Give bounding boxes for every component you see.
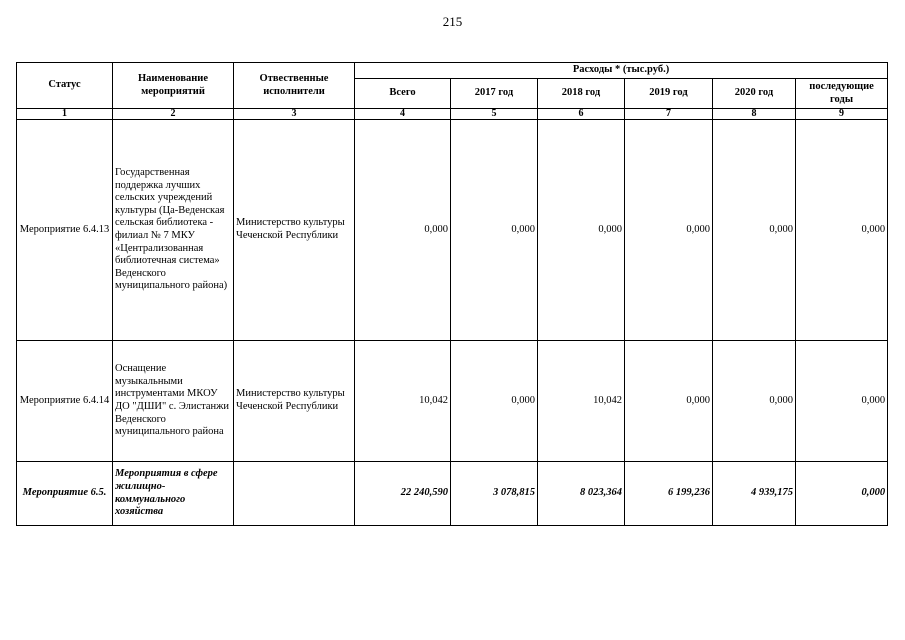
row-value-2019: 0,000 — [625, 120, 713, 341]
table-row — [17, 341, 888, 462]
header-status: Статус — [17, 63, 113, 109]
row-value-2017: 0,000 — [451, 120, 538, 341]
row-status: Мероприятие 6.4.14 — [17, 341, 113, 462]
expenses-table — [16, 62, 888, 526]
table-row — [17, 462, 888, 526]
row-status: Мероприятие 6.5. — [17, 462, 113, 526]
column-number: 5 — [451, 109, 538, 120]
header-expenses: Расходы * (тыс.руб.) — [355, 63, 888, 79]
column-number: 1 — [17, 109, 113, 120]
row-status: Мероприятие 6.4.13 — [17, 120, 113, 341]
column-number: 8 — [713, 109, 796, 120]
row-value-later: 0,000 — [796, 120, 888, 341]
row-name: Мероприятия в сфере жилищно-коммунального хозяйства — [113, 462, 234, 526]
row-executor: Министерство культуры Чеченской Республики — [234, 120, 355, 341]
row-value-2020: 0,000 — [713, 341, 796, 462]
column-number-row — [17, 109, 888, 120]
row-value-total: 0,000 — [355, 120, 451, 341]
row-value-2017: 0,000 — [451, 341, 538, 462]
header-row-top — [17, 63, 888, 79]
header-executors: Отвественные исполнители — [234, 63, 355, 109]
row-executor — [234, 462, 355, 526]
row-value-2020: 4 939,175 — [713, 462, 796, 526]
row-value-2020: 0,000 — [713, 120, 796, 341]
row-value-total: 22 240,590 — [355, 462, 451, 526]
table-row — [17, 120, 888, 341]
row-value-2018: 0,000 — [538, 120, 625, 341]
row-value-later: 0,000 — [796, 341, 888, 462]
header-later-years: последующие годы — [796, 79, 888, 109]
row-value-2017: 3 078,815 — [451, 462, 538, 526]
column-number: 4 — [355, 109, 451, 120]
row-value-2018: 10,042 — [538, 341, 625, 462]
row-value-2019: 0,000 — [625, 341, 713, 462]
column-number: 2 — [113, 109, 234, 120]
row-value-2019: 6 199,236 — [625, 462, 713, 526]
header-name: Наименование мероприятий — [113, 63, 234, 109]
column-number: 7 — [625, 109, 713, 120]
row-executor: Министерство культуры Чеченской Республики — [234, 341, 355, 462]
row-name: Оснащение музыкальными инструментами МКОУ ДО "ДШИ" с. Элистанжи Веденского муниципального района — [113, 341, 234, 462]
row-name: Государственная поддержка лучших сельских учреждений культуры (Ца-Веденская сельская библиотека - филиал № 7 МКУ «Централизованная библиотечная система» Веденского муниципального района) — [113, 120, 234, 341]
column-number: 9 — [796, 109, 888, 120]
header-2018: 2018 год — [538, 79, 625, 109]
header-total: Всего — [355, 79, 451, 109]
row-value-2018: 8 023,364 — [538, 462, 625, 526]
column-number: 3 — [234, 109, 355, 120]
header-2019: 2019 год — [625, 79, 713, 109]
header-2017: 2017 год — [451, 79, 538, 109]
row-value-total: 10,042 — [355, 341, 451, 462]
page-number: 215 — [442, 14, 463, 29]
header-2020: 2020 год — [713, 79, 796, 109]
row-value-later: 0,000 — [796, 462, 888, 526]
column-number: 6 — [538, 109, 625, 120]
